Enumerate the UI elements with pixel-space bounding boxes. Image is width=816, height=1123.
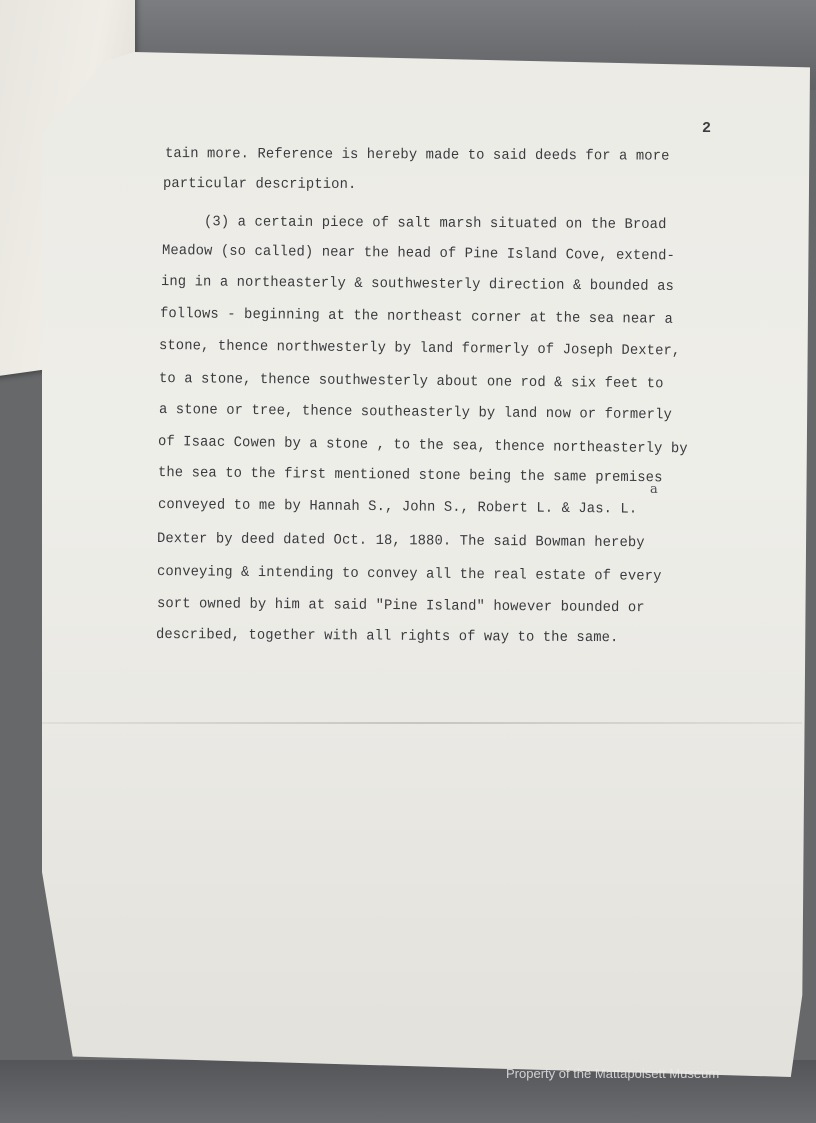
- document-line: tain more. Reference is hereby made to said deeds for a more: [164, 146, 670, 165]
- document-line: a stone or tree, thence southeasterly by land now or formerly: [158, 402, 672, 424]
- document-line: of Isaac Cowen by a stone , to the sea, thence northeasterly by: [157, 434, 688, 458]
- document-line: conveying & intending to convey all the real estate of every: [156, 564, 662, 585]
- document-line: (3) a certain piece of salt marsh situated on the Broad: [161, 214, 667, 234]
- document-line: to a stone, thence southwesterly about one rod & six feet to: [158, 371, 664, 393]
- document-line: described, together with all rights of way to the same.: [155, 627, 619, 647]
- document-line: Meadow (so called) near the head of Pine Island Cove, extend-: [161, 243, 675, 265]
- page-number: 2: [702, 120, 712, 137]
- document-line: stone, thence northwesterly by land formerly of Joseph Dexter,: [158, 338, 681, 360]
- document-line: ing in a northeasterly & southwesterly direction & bounded as: [160, 274, 674, 295]
- document-line: particular description.: [162, 176, 357, 194]
- document-line: sort owned by him at said "Pine Island" however bounded or: [156, 596, 645, 617]
- document-line: the sea to the first mentioned stone being the same premises: [157, 465, 663, 487]
- document-line: conveyed to me by Hannah S., John S., Robert L. & Jas. L.: [157, 497, 638, 518]
- handwritten-insertion: a: [650, 482, 658, 497]
- museum-watermark: Property of the Mattapoisett Museum: [506, 1066, 720, 1081]
- paper-fold-crease: [42, 722, 802, 724]
- document-line: Dexter by deed dated Oct. 18, 1880. The said Bowman hereby: [156, 531, 645, 552]
- document-line: follows - beginning at the northeast corner at the sea near a: [159, 306, 673, 328]
